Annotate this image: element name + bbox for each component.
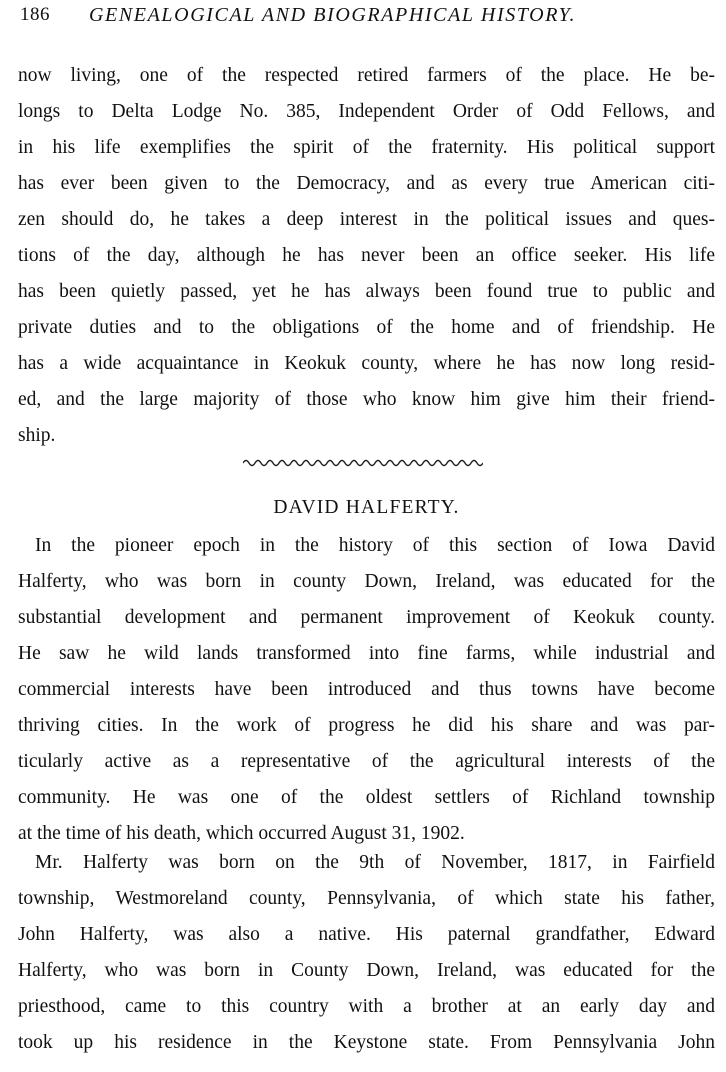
text-line: ed, and the large majority of those who know him give him their friend- (18, 389, 715, 410)
section-heading: DAVID HALFERTY. (273, 497, 460, 518)
text-line: in his life exemplifies the spirit of the fraternity. His political support (18, 137, 715, 158)
text-line: thriving cities. In the work of progress he did his share and was par- (18, 715, 715, 736)
text-line: has ever been given to the Democracy, and as every true American citi- (18, 173, 715, 194)
wavy-divider (243, 457, 483, 469)
text-line: now living, one of the respected retired farmers of the place. He be- (18, 65, 715, 86)
text-line: longs to Delta Lodge No. 385, Independent Order of Odd Fellows, and (18, 101, 715, 122)
paragraph-birth-family (18, 845, 715, 1061)
text-line: township, Westmoreland county, Pennsylvania, of which state his father, (18, 888, 715, 909)
text-line: John Halferty, was also a native. His paternal grandfather, Edward (18, 924, 715, 945)
text-line: Halferty, who was born in county Down, Ireland, was educated for the (18, 571, 715, 592)
paragraph-intro (18, 528, 715, 852)
text-line: ship. (18, 425, 56, 446)
text-line: at the time of his death, which occurred August 31, 1902. (18, 823, 465, 844)
paragraph-previous-biography (18, 58, 715, 454)
text-line: private duties and to the obligations of the home and of friendship. He (18, 317, 715, 338)
text-line: took up his residence in the Keystone state. From Pennsylvania John (18, 1032, 715, 1053)
running-title: GENEALOGICAL AND BIOGRAPHICAL HISTORY. (89, 4, 577, 26)
page-header (18, 4, 718, 34)
text-line: Mr. Halferty was born on the 9th of November, 1817, in Fairfield (35, 852, 715, 873)
page-number: 186 (20, 4, 50, 25)
text-line: priesthood, came to this country with a brother at an early day and (18, 996, 715, 1017)
text-line: substantial development and permanent improvement of Keokuk county. (18, 607, 715, 628)
text-line: has been quietly passed, yet he has always been found true to public and (18, 281, 715, 302)
text-line: zen should do, he takes a deep interest in the political issues and ques- (18, 209, 715, 230)
text-line: In the pioneer epoch in the history of this section of Iowa David (35, 535, 715, 556)
text-line: ticularly active as a representative of the agricultural interests of the (18, 751, 715, 772)
text-line: commercial interests have been introduced and thus towns have become (18, 679, 715, 700)
text-line: has a wide acquaintance in Keokuk county, where he has now long resid- (18, 353, 715, 374)
text-line: tions of the day, although he has never been an office seeker. His life (18, 245, 715, 266)
text-line: community. He was one of the oldest settlers of Richland township (18, 787, 715, 808)
text-line: He saw he wild lands transformed into fine farms, while industrial and (18, 643, 715, 664)
text-line: Halferty, who was born in County Down, Ireland, was educated for the (18, 960, 715, 981)
